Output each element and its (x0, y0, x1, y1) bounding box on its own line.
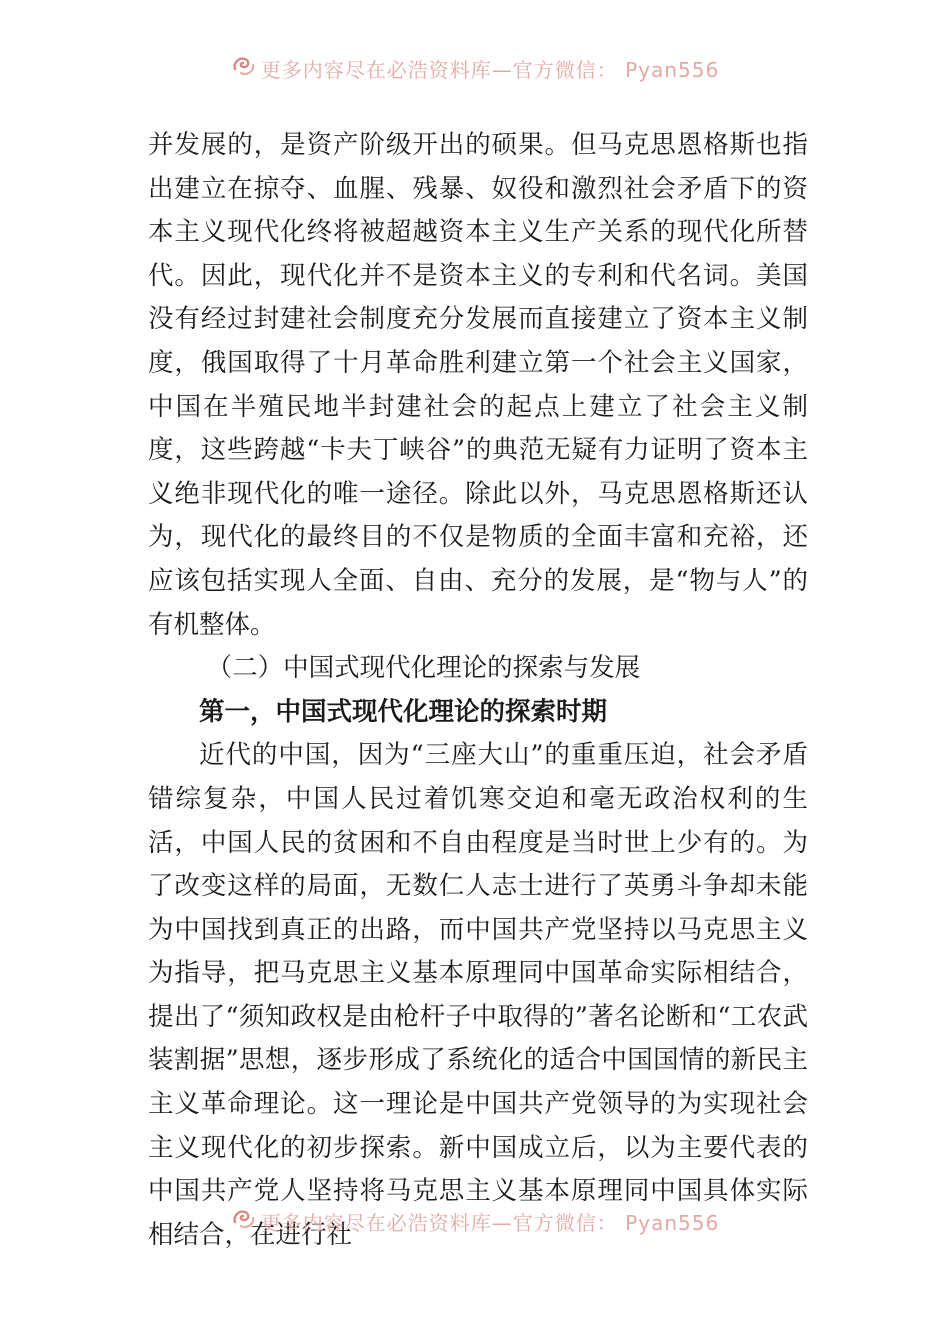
body-paragraph-1: 并发展的，是资产阶级开出的硕果。但马克思恩格斯也指出建立在掠夺、血腥、残暴、奴役和激烈社会矛盾下的资本主义现代化终将被超越资本主义生产关系的现代化所替代。因此，现代化并不是资本主义的专利和代名词。美国没有经过封建社会制度充分发展而直接建立了资本主义制度，俄国取得了十月革命胜利建立第一个社会主义国家，中国在半殖民地半封建社会的起点上建立了社会主义制度，这些跨越“卡夫丁峡谷”的典范无疑有力证明了资本主义绝非现代化的唯一途径。除此以外，马克思恩格斯还认为，现代化的最终目的不仅是物质的全面丰富和充裕，还应该包括实现人全面、自由、充分的发展，是“物与人”的有机整体。 (148, 130, 808, 640)
sub-heading: 第一，中国式现代化理论的探索时期 (199, 696, 608, 727)
swirl-logo-icon (231, 1208, 257, 1235)
body-paragraph-2: 近代的中国，因为“三座大山”的重重压迫，社会矛盾错综复杂，中国人民过着饥寒交迫和毫无政治权利的生活，中国人民的贫困和不自由程度是当时世上少有的。为了改变这样的局面，无数仁人志士进行了英勇斗争却未能为中国找到真正的出路，而中国共产党坚持以马克思主义为指导，把马克思主义基本原理同中国革命实际相结合，提出了“须知政权是由枪杆子中取得的”著名论断和“工农武装割据”思想，逐步形成了系统化的适合中国国情的新民主主义革命理论。这一理论是中国共产党领导的为实现社会主义现代化的初步探索。新中国成立后，以为主要代表的中国共产党人坚持将马克思主义基本原理同中国具体实际相结合，在进行社 (148, 740, 808, 1250)
header-watermark-text: 更多内容尽在必浩资料库—官方微信： Pyan556 (260, 58, 720, 82)
header-watermark (0, 54, 950, 84)
section-heading: （二）中国式现代化理论的探索与发展 (206, 653, 641, 684)
footer-watermark-text: 更多内容尽在必浩资料库—官方微信： Pyan556 (260, 1211, 720, 1235)
document-body (148, 124, 808, 1257)
footer-watermark (0, 1207, 950, 1237)
swirl-logo-icon (231, 55, 257, 82)
